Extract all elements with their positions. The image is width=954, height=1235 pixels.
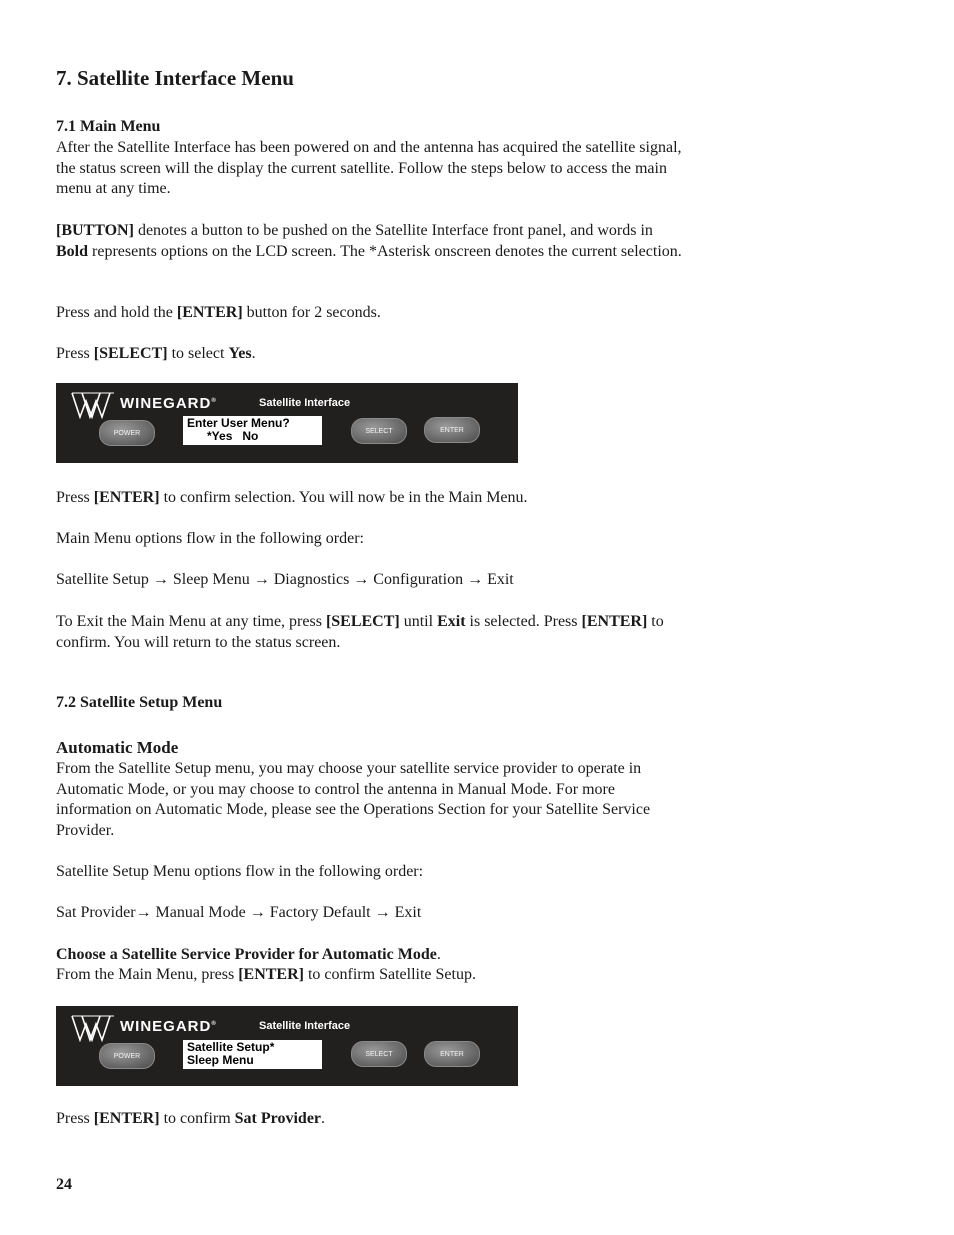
legend-text-2: represents options on the LCD screen. The *Asterisk onscreen denotes the current selection. [88, 242, 682, 260]
front-panel-2 [56, 1006, 518, 1086]
enter-button[interactable]: ENTER [424, 1041, 480, 1067]
exit-bold-3: [ENTER] [581, 613, 648, 630]
choose-text: . [436, 946, 441, 963]
satellite-setup-intro: From the Satellite Setup menu, you may choose your satellite service provider to operate in Automatic Mode, or you may choose to control the antenna in Manual Mode. For more information on Automatic Mode, please see the Operations Section for your Satellite Service Provider. [56, 760, 651, 840]
step1-text-2: button for 2 seconds. [242, 304, 381, 321]
from-bold-1: [ENTER] [238, 966, 304, 983]
confirm-text-1: Press [56, 489, 94, 506]
exit-text-3: is selected. Press [465, 613, 582, 630]
legend-paragraph [56, 221, 688, 262]
section-title: 7. Satellite Interface Menu [56, 66, 294, 90]
brand-text: WINEGARD [120, 1018, 212, 1035]
step1-text-1: Press and hold the [56, 304, 177, 321]
final-bold-1: [ENTER] [93, 1110, 160, 1127]
subsection-heading-main-menu: 7.1 Main Menu [56, 118, 161, 135]
brand-reg: ® [211, 398, 217, 404]
from-text-1: From the Main Menu, press [56, 966, 239, 983]
from-main-menu [56, 965, 688, 986]
select-button[interactable]: SELECT [351, 418, 407, 444]
main-menu-flow-intro: Main Menu options flow in the following order: [56, 530, 364, 547]
lcd-line-1: Enter User Menu? [187, 416, 290, 430]
lcd-line-2: Sleep Menu [187, 1053, 254, 1067]
panel-subtitle: Satellite Interface [259, 1020, 351, 1032]
legend-text-1: denotes a button to be pushed on the Satellite Interface front panel, and words in [133, 222, 653, 239]
step2-bold-2: Yes [228, 345, 252, 362]
lcd-screen [183, 1040, 322, 1069]
legend-bold-2: Bold [56, 242, 89, 260]
main-menu-flow: Satellite Setup → Sleep Menu → Diagnostics → Configuration → Exit [56, 571, 514, 588]
confirm-bold-1: [ENTER] [93, 489, 160, 506]
final-text-2: to confirm [159, 1110, 235, 1127]
exit-text-1: To Exit the Main Menu at any time, press [56, 613, 326, 630]
power-button[interactable]: POWER [99, 420, 155, 446]
choose-provider-heading [56, 945, 688, 966]
legend-bold-1: [BUTTON] [56, 222, 134, 239]
enter-button[interactable]: ENTER [424, 417, 480, 443]
power-button[interactable]: POWER [99, 1043, 155, 1069]
winegard-logo-icon [70, 391, 116, 419]
panel-subtitle: Satellite Interface [259, 397, 351, 409]
step-select-yes [56, 344, 688, 365]
lcd-line-1: Satellite Setup* [187, 1040, 275, 1054]
subsection-heading-satellite-setup: 7.2 Satellite Setup Menu [56, 694, 223, 711]
front-panel-1 [56, 383, 518, 463]
page-number: 24 [56, 1176, 72, 1193]
setup-flow-intro: Satellite Setup Menu options flow in the following order: [56, 863, 424, 880]
final-text-3: . [321, 1110, 326, 1127]
winegard-logo-icon [70, 1014, 116, 1042]
step-hold-enter [56, 303, 688, 324]
step2-text-2: to select [167, 345, 229, 362]
setup-flow: Sat Provider→ Manual Mode → Factory Default → Exit [56, 904, 422, 921]
choose-bold: Choose a Satellite Service Provider for Automatic Mode [56, 946, 437, 963]
step2-bold-1: [SELECT] [93, 345, 168, 362]
lcd-screen [183, 416, 322, 445]
brand-reg: ® [211, 1021, 217, 1027]
confirm-selection [56, 488, 688, 509]
confirm-text-2: to confirm selection. You will now be in the Main Menu. [159, 489, 528, 506]
select-button[interactable]: SELECT [351, 1041, 407, 1067]
exit-instructions [56, 612, 688, 653]
final-bold-2: Sat Provider [234, 1110, 322, 1127]
exit-text-4: to confirm. You will return to the status screen. [56, 613, 664, 651]
step2-text-1: Press [56, 345, 94, 362]
final-text-1: Press [56, 1110, 94, 1127]
brand-text: WINEGARD [120, 395, 212, 412]
exit-bold-1: [SELECT] [325, 613, 400, 630]
confirm-sat-provider [56, 1109, 688, 1130]
exit-bold-2: Exit [437, 613, 466, 630]
step1-bold-1: [ENTER] [176, 304, 243, 321]
exit-text-2: until [399, 613, 438, 630]
main-menu-intro: After the Satellite Interface has been powered on and the antenna has acquired the satellite signal, the status screen will the display the current satellite. Follow the steps below to access the main menu at any time. [56, 139, 682, 198]
brand-name [120, 395, 217, 412]
brand-name [120, 1018, 217, 1035]
from-text-2: to confirm Satellite Setup. [303, 966, 476, 983]
step2-text-3: . [251, 345, 256, 362]
lcd-line-2: *Yes No [187, 429, 259, 443]
automatic-mode-heading: Automatic Mode [56, 738, 179, 757]
